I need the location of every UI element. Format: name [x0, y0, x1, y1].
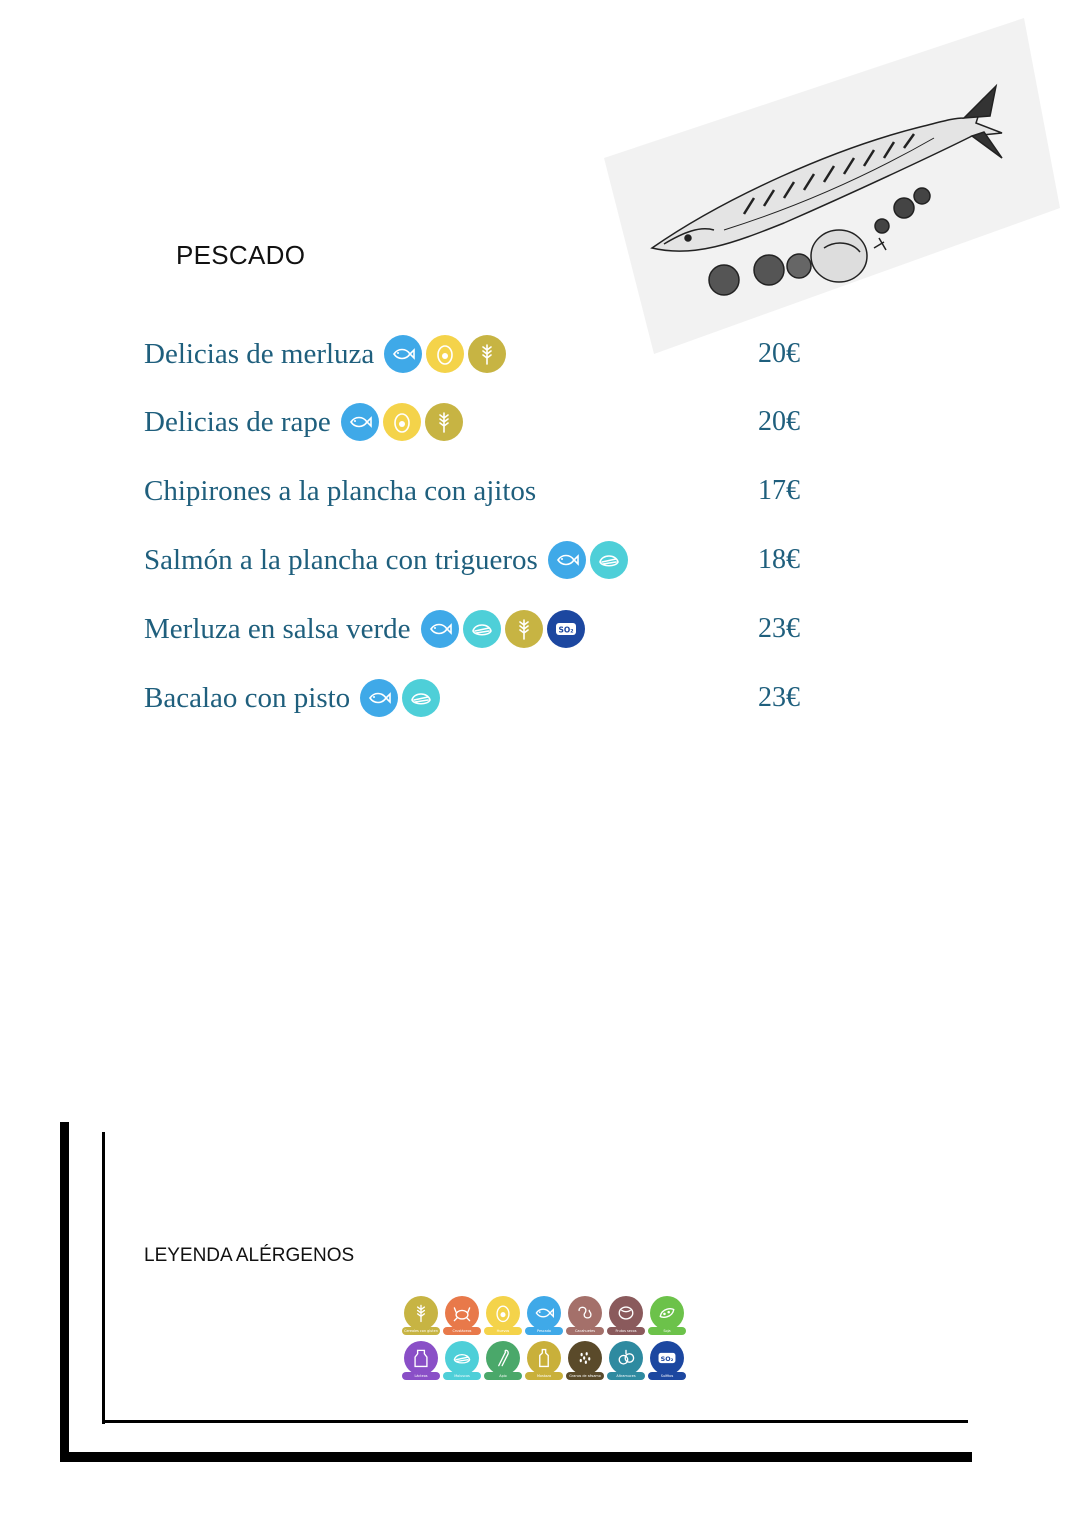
moluscos-allergen-icon — [590, 541, 628, 579]
sulfitos-allergen-icon — [547, 610, 585, 648]
legend-item — [402, 1296, 440, 1335]
nut-icon — [609, 1296, 643, 1330]
pescado-allergen-icon — [421, 610, 459, 648]
frame-border — [60, 1452, 972, 1462]
celery-icon — [486, 1341, 520, 1375]
legend-label: Sulfitos — [648, 1372, 686, 1380]
menu-item-name: Salmón a la plancha con trigueros — [144, 543, 538, 576]
legend-label: Huevos — [484, 1327, 522, 1335]
menu-item — [144, 538, 632, 582]
pescado-allergen-icon — [548, 541, 586, 579]
lupin-icon — [609, 1341, 643, 1375]
legend-item — [566, 1296, 604, 1335]
legend-label: Moluscos — [443, 1372, 481, 1380]
legend-item — [484, 1296, 522, 1335]
legend-label: Crustáceos — [443, 1327, 481, 1335]
menu-item-price: 18€ — [758, 544, 800, 575]
legend-item — [607, 1296, 645, 1335]
gluten-allergen-icon — [468, 335, 506, 373]
milk-icon — [404, 1341, 438, 1375]
soy-icon — [650, 1296, 684, 1330]
legend-item — [607, 1341, 645, 1380]
menu-item-price: 23€ — [758, 682, 800, 713]
section-title: PESCADO — [176, 240, 306, 270]
menu-item-price: 20€ — [758, 338, 800, 369]
legend-item — [525, 1341, 563, 1380]
frame-border — [102, 1420, 968, 1423]
mollusc-icon — [445, 1341, 479, 1375]
legend-title: LEYENDA ALÉRGENOS — [144, 1245, 355, 1266]
menu-item-name: Delicias de merluza — [144, 337, 375, 370]
pescado-allergen-icon — [384, 335, 422, 373]
menu-item-price: 23€ — [758, 613, 800, 644]
legend-item — [525, 1296, 563, 1335]
menu-item-name: Merluza en salsa verde — [144, 612, 411, 645]
menu-item-price: 20€ — [758, 406, 800, 437]
legend-label: Granos de sésamo — [566, 1372, 604, 1380]
menu-item — [144, 676, 444, 720]
fish-icon — [527, 1296, 561, 1330]
svg-text:SO₂: SO₂ — [557, 625, 574, 635]
menu-item-name: Bacalao con pisto — [144, 681, 351, 714]
legend-item — [443, 1341, 481, 1380]
legend-item — [402, 1341, 440, 1380]
gluten-allergen-icon — [505, 610, 543, 648]
legend-item — [648, 1341, 686, 1380]
huevo-allergen-icon — [383, 403, 421, 441]
menu-item — [144, 332, 510, 376]
peanut-icon — [568, 1296, 602, 1330]
moluscos-allergen-icon — [463, 610, 501, 648]
menu-item — [144, 400, 467, 444]
frame-border — [60, 1122, 69, 1462]
menu-item-price: 17€ — [758, 475, 800, 506]
pescado-allergen-icon — [360, 679, 398, 717]
fish-illustration — [604, 18, 1060, 354]
svg-text:SO₂: SO₂ — [660, 1355, 674, 1363]
legend-label: Pescado — [525, 1327, 563, 1335]
menu-item-name: Delicias de rape — [144, 405, 331, 438]
legend-label: Altramuces — [607, 1372, 645, 1380]
legend-label: Apio — [484, 1372, 522, 1380]
sesame-icon — [568, 1341, 602, 1375]
moluscos-allergen-icon — [402, 679, 440, 717]
legend-item — [566, 1341, 604, 1380]
menu-item — [144, 607, 589, 651]
legend-label: Cereales con gluten — [402, 1327, 440, 1335]
frame-border — [102, 1132, 105, 1424]
legend-label: Lácteos — [402, 1372, 440, 1380]
legend-label: Cacahuetes — [566, 1327, 604, 1335]
mustard-icon — [527, 1341, 561, 1375]
wheat-icon — [404, 1296, 438, 1330]
legend-label: Mostaza — [525, 1372, 563, 1380]
allergen-legend — [402, 1296, 690, 1380]
pescado-allergen-icon — [341, 403, 379, 441]
huevo-allergen-icon — [426, 335, 464, 373]
legend-item — [484, 1341, 522, 1380]
menu-item-name: Chipirones a la plancha con ajitos — [144, 474, 537, 507]
legend-item — [443, 1296, 481, 1335]
gluten-allergen-icon — [425, 403, 463, 441]
legend-label: Soja — [648, 1327, 686, 1335]
legend-label: Frutos secos — [607, 1327, 645, 1335]
legend-item — [648, 1296, 686, 1335]
egg-icon — [486, 1296, 520, 1330]
sulphite-icon — [650, 1341, 684, 1375]
menu-item — [144, 469, 546, 513]
crab-icon — [445, 1296, 479, 1330]
